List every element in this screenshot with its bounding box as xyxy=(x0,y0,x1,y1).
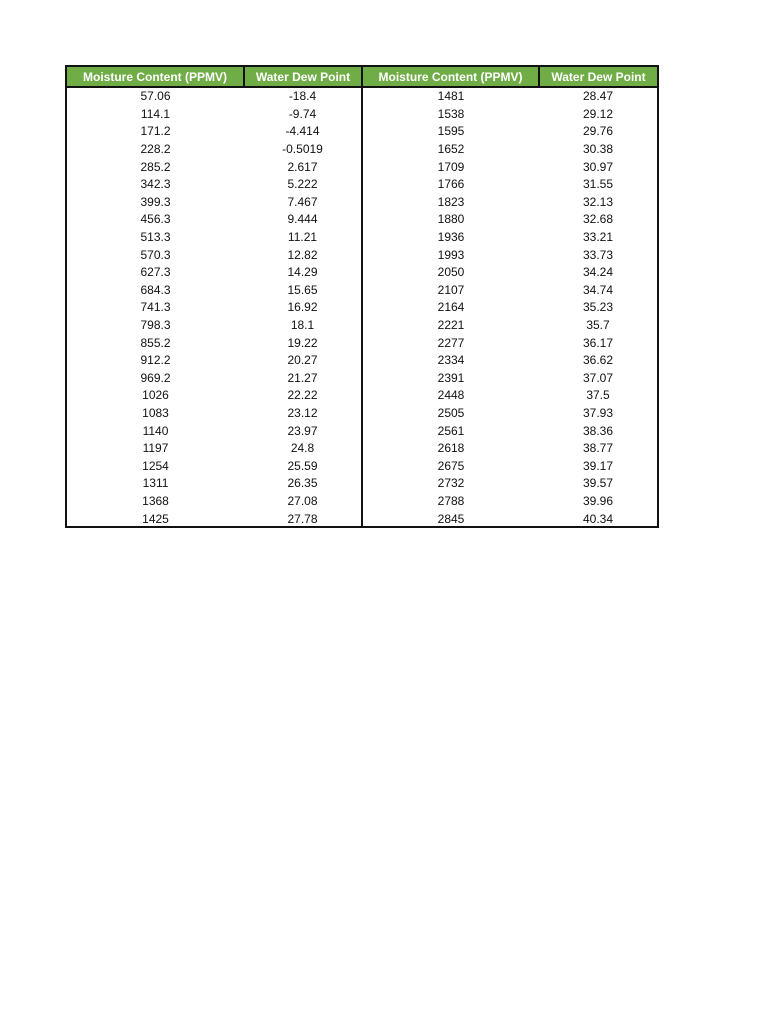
header-water-dew-point-left: Water Dew Point xyxy=(244,67,362,87)
moisture-content-cell: 1766 xyxy=(437,177,465,192)
moisture-content-cell: 342.3 xyxy=(140,177,171,192)
table-row xyxy=(67,194,657,212)
water-dew-point-cell: 33.73 xyxy=(582,247,614,262)
water-dew-point-cell: -4.414 xyxy=(244,123,362,141)
water-dew-point-cell: 27.08 xyxy=(244,493,362,511)
table-row xyxy=(67,405,657,423)
table-header xyxy=(67,67,657,87)
table-row xyxy=(67,123,657,141)
moisture-content-cell: 2505 xyxy=(437,405,465,420)
moisture-content-cell: 2788 xyxy=(437,493,465,508)
moisture-content-cell: 1993 xyxy=(437,247,465,262)
moisture-content-cell: 1709 xyxy=(437,159,465,174)
water-dew-point-cell: 35.7 xyxy=(586,318,610,333)
header-moisture-content-left: Moisture Content (PPMV) xyxy=(67,67,244,87)
table-row xyxy=(67,334,657,352)
moisture-content-cell: 969.2 xyxy=(140,370,171,385)
moisture-content-cell: 2732 xyxy=(437,476,465,491)
water-dew-point-cell: 14.29 xyxy=(244,264,362,282)
moisture-content-cell: 2164 xyxy=(437,300,465,315)
water-dew-point-cell: 21.27 xyxy=(244,370,362,388)
moisture-content-cell: 2391 xyxy=(437,370,465,385)
moisture-content-cell: 1311 xyxy=(142,476,169,491)
water-dew-point-cell: 7.467 xyxy=(244,194,362,212)
water-dew-point-cell: 36.17 xyxy=(582,335,614,350)
table-row xyxy=(67,87,657,106)
table-row xyxy=(67,264,657,282)
water-dew-point-cell: -18.4 xyxy=(244,87,362,106)
dew-point-table xyxy=(67,67,657,528)
water-dew-point-cell: 26.35 xyxy=(244,475,362,493)
water-dew-point-cell: 31.55 xyxy=(582,177,614,192)
moisture-content-cell: 1368 xyxy=(142,493,169,508)
table-row xyxy=(67,422,657,440)
water-dew-point-cell: 29.12 xyxy=(582,106,614,121)
water-dew-point-cell: 34.74 xyxy=(582,282,614,297)
moisture-content-cell: 1880 xyxy=(437,212,465,227)
header-moisture-content-right: Moisture Content (PPMV) xyxy=(362,67,539,87)
water-dew-point-cell: 32.13 xyxy=(582,194,614,209)
table-row xyxy=(67,440,657,458)
moisture-content-cell: 570.3 xyxy=(140,247,171,262)
water-dew-point-cell: -0.5019 xyxy=(244,141,362,159)
moisture-content-cell: 171.2 xyxy=(140,124,171,139)
table-row xyxy=(67,370,657,388)
water-dew-point-cell: 19.22 xyxy=(244,334,362,352)
table-row xyxy=(67,317,657,335)
header-water-dew-point-right: Water Dew Point xyxy=(539,67,657,87)
moisture-content-cell: 798.3 xyxy=(140,318,171,333)
moisture-content-cell: 1481 xyxy=(437,89,465,104)
water-dew-point-cell: 34.24 xyxy=(582,265,614,280)
water-dew-point-cell: 9.444 xyxy=(244,211,362,229)
moisture-content-cell: 2561 xyxy=(437,423,465,438)
moisture-content-cell: 1538 xyxy=(437,106,465,121)
water-dew-point-cell: 38.36 xyxy=(582,423,614,438)
moisture-content-cell: 1140 xyxy=(142,423,169,438)
water-dew-point-cell: 23.12 xyxy=(244,405,362,423)
water-dew-point-cell: 20.27 xyxy=(244,352,362,370)
moisture-content-cell: 2050 xyxy=(437,265,465,280)
water-dew-point-cell: 37.93 xyxy=(582,405,614,420)
table-row xyxy=(67,352,657,370)
water-dew-point-cell: 15.65 xyxy=(244,282,362,300)
moisture-content-cell: 2845 xyxy=(437,511,465,526)
moisture-content-cell: 57.06 xyxy=(140,89,171,104)
moisture-content-cell: 1254 xyxy=(142,458,169,473)
water-dew-point-cell: 40.34 xyxy=(582,511,614,526)
water-dew-point-cell: 18.1 xyxy=(244,317,362,335)
water-dew-point-cell: 39.57 xyxy=(582,476,614,491)
water-dew-point-cell: 22.22 xyxy=(244,387,362,405)
water-dew-point-cell: 12.82 xyxy=(244,246,362,264)
moisture-content-cell: 513.3 xyxy=(140,230,171,245)
water-dew-point-cell: 29.76 xyxy=(582,124,614,139)
water-dew-point-cell: 39.17 xyxy=(582,458,614,473)
moisture-content-cell: 228.2 xyxy=(140,142,171,157)
water-dew-point-cell: 35.23 xyxy=(582,300,614,315)
moisture-content-cell: 912.2 xyxy=(140,353,171,368)
moisture-content-cell: 2221 xyxy=(437,318,465,333)
moisture-content-cell: 684.3 xyxy=(140,282,171,297)
water-dew-point-cell: 11.21 xyxy=(244,229,362,247)
water-dew-point-cell: -9.74 xyxy=(244,106,362,124)
water-dew-point-cell: 37.5 xyxy=(586,388,610,403)
water-dew-point-cell: 30.97 xyxy=(582,159,614,174)
table-row xyxy=(67,299,657,317)
moisture-content-cell: 1425 xyxy=(142,511,169,526)
moisture-content-cell: 2334 xyxy=(437,353,465,368)
table-row xyxy=(67,141,657,159)
water-dew-point-cell: 39.96 xyxy=(582,493,614,508)
moisture-content-cell: 1936 xyxy=(437,230,465,245)
water-dew-point-cell: 27.78 xyxy=(244,510,362,528)
table-row xyxy=(67,246,657,264)
table-row xyxy=(67,510,657,528)
moisture-content-cell: 1652 xyxy=(437,142,465,157)
moisture-content-cell: 285.2 xyxy=(140,159,171,174)
water-dew-point-cell: 24.8 xyxy=(244,440,362,458)
water-dew-point-cell: 2.617 xyxy=(244,158,362,176)
water-dew-point-cell: 28.47 xyxy=(582,89,614,104)
water-dew-point-cell: 33.21 xyxy=(582,230,614,245)
moisture-content-cell: 1823 xyxy=(437,194,465,209)
table-row xyxy=(67,387,657,405)
table-row xyxy=(67,493,657,511)
moisture-content-cell: 2107 xyxy=(437,282,465,297)
water-dew-point-cell: 30.38 xyxy=(582,142,614,157)
table-row xyxy=(67,158,657,176)
table-row xyxy=(67,475,657,493)
moisture-content-cell: 2618 xyxy=(437,441,465,456)
moisture-content-cell: 399.3 xyxy=(140,194,171,209)
water-dew-point-cell: 23.97 xyxy=(244,422,362,440)
header-row xyxy=(67,67,657,87)
moisture-content-cell: 2675 xyxy=(437,458,465,473)
moisture-content-cell: 1083 xyxy=(142,405,169,420)
water-dew-point-cell: 25.59 xyxy=(244,457,362,475)
moisture-content-cell: 741.3 xyxy=(140,300,171,315)
dew-point-table-container xyxy=(65,65,659,528)
water-dew-point-cell: 38.77 xyxy=(582,441,614,456)
moisture-content-cell: 1197 xyxy=(142,441,169,456)
moisture-content-cell: 2277 xyxy=(437,335,465,350)
moisture-content-cell: 1595 xyxy=(437,124,465,139)
moisture-content-cell: 456.3 xyxy=(140,212,171,227)
moisture-content-cell: 855.2 xyxy=(140,335,171,350)
table-row xyxy=(67,106,657,124)
water-dew-point-cell: 36.62 xyxy=(582,353,614,368)
table-row xyxy=(67,457,657,475)
moisture-content-cell: 1026 xyxy=(142,388,169,403)
table-row xyxy=(67,211,657,229)
water-dew-point-cell: 37.07 xyxy=(582,370,614,385)
moisture-content-cell: 2448 xyxy=(437,388,465,403)
table-row xyxy=(67,229,657,247)
table-body xyxy=(67,87,657,528)
water-dew-point-cell: 32.68 xyxy=(582,212,614,227)
moisture-content-cell: 114.1 xyxy=(140,106,171,121)
water-dew-point-cell: 16.92 xyxy=(244,299,362,317)
moisture-content-cell: 627.3 xyxy=(140,265,171,280)
table-row xyxy=(67,282,657,300)
table-row xyxy=(67,176,657,194)
water-dew-point-cell: 5.222 xyxy=(244,176,362,194)
